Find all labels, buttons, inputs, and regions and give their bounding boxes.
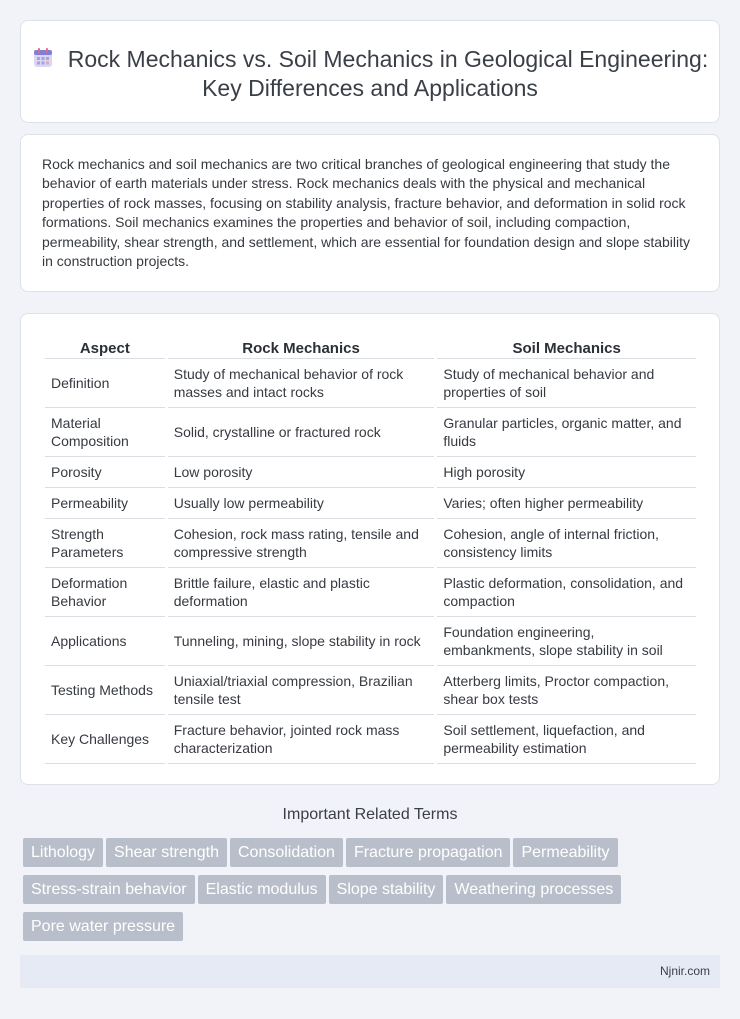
footer	[20, 955, 720, 988]
table-row	[45, 488, 696, 519]
rock-cell: Low porosity	[168, 457, 435, 488]
rock-cell: Study of mechanical behavior of rock masses and intact rocks	[168, 359, 435, 408]
soil-cell: High porosity	[437, 457, 696, 488]
table-row	[45, 666, 696, 715]
rock-cell: Solid, crystalline or fractured rock	[168, 408, 435, 457]
intro-card	[20, 134, 720, 292]
soil-cell: Soil settlement, liquefaction, and permeability estimation	[437, 715, 696, 764]
aspect-cell: Key Challenges	[45, 715, 165, 764]
term-tag[interactable]: Consolidation	[230, 838, 343, 867]
rock-cell: Uniaxial/triaxial compression, Brazilian tensile test	[168, 666, 435, 715]
title-card	[20, 20, 720, 123]
table-row	[45, 617, 696, 666]
term-tag[interactable]: Weathering processes	[446, 875, 621, 904]
related-terms-heading: Important Related Terms	[282, 806, 458, 823]
table-row	[45, 408, 696, 457]
footer-site-link[interactable]: Njnir.com	[659, 964, 710, 978]
aspect-cell: Testing Methods	[45, 666, 165, 715]
intro-paragraph: Rock mechanics and soil mechanics are two critical branches of geological engineering that study the behavior of earth materials under stress. Rock mechanics deals with the physical and mechanical properties of rock masses, focusing on stability analysis, fracture behavior, and deformation in solid rock formations. Soil mechanics examines the properties and behavior of soil, including compaction, permeability, shear strength, and settlement, which are essential for foundation design and slope stability in construction projects.	[42, 156, 690, 270]
page-title: Rock Mechanics vs. Soil Mechanics in Geological Engineering: Key Differences and Applications	[67, 46, 709, 101]
page-title-wrap	[21, 45, 719, 103]
term-tag[interactable]: Pore water pressure	[23, 912, 183, 941]
table-row	[45, 457, 696, 488]
related-terms-list	[23, 838, 723, 949]
soil-cell: Granular particles, organic matter, and fluids	[437, 408, 696, 457]
soil-cell: Varies; often higher permeability	[437, 488, 696, 519]
term-tag[interactable]: Permeability	[513, 838, 617, 867]
rock-cell: Cohesion, rock mass rating, tensile and compressive strength	[168, 519, 435, 568]
soil-cell: Study of mechanical behavior and properties of soil	[437, 359, 696, 408]
aspect-cell: Material Composition	[45, 408, 165, 457]
rock-cell: Fracture behavior, jointed rock mass characterization	[168, 715, 435, 764]
table-row	[45, 519, 696, 568]
header-aspect: Aspect	[45, 334, 165, 359]
calendar-icon	[32, 47, 54, 69]
soil-cell: Atterberg limits, Proctor compaction, shear box tests	[437, 666, 696, 715]
rock-cell: Tunneling, mining, slope stability in rock	[168, 617, 435, 666]
table-header-row	[45, 334, 696, 359]
term-tag[interactable]: Slope stability	[329, 875, 444, 904]
soil-cell: Plastic deformation, consolidation, and compaction	[437, 568, 696, 617]
comparison-card	[20, 313, 720, 785]
term-tag[interactable]: Lithology	[23, 838, 103, 867]
header-soil-mechanics: Soil Mechanics	[437, 334, 696, 359]
term-tag[interactable]: Elastic modulus	[198, 875, 326, 904]
table-row	[45, 359, 696, 408]
rock-cell: Usually low permeability	[168, 488, 435, 519]
table-row	[45, 715, 696, 764]
table-row	[45, 568, 696, 617]
aspect-cell: Applications	[45, 617, 165, 666]
term-tag[interactable]: Fracture propagation	[346, 838, 511, 867]
rock-cell: Brittle failure, elastic and plastic deformation	[168, 568, 435, 617]
term-tag[interactable]: Stress-strain behavior	[23, 875, 195, 904]
aspect-cell: Permeability	[45, 488, 165, 519]
aspect-cell: Definition	[45, 359, 165, 408]
soil-cell: Foundation engineering, embankments, slope stability in soil	[437, 617, 696, 666]
aspect-cell: Deformation Behavior	[45, 568, 165, 617]
header-rock-mechanics: Rock Mechanics	[168, 334, 435, 359]
aspect-cell: Strength Parameters	[45, 519, 165, 568]
term-tag[interactable]: Shear strength	[106, 838, 227, 867]
soil-cell: Cohesion, angle of internal friction, consistency limits	[437, 519, 696, 568]
comparison-table	[42, 334, 699, 764]
aspect-cell: Porosity	[45, 457, 165, 488]
